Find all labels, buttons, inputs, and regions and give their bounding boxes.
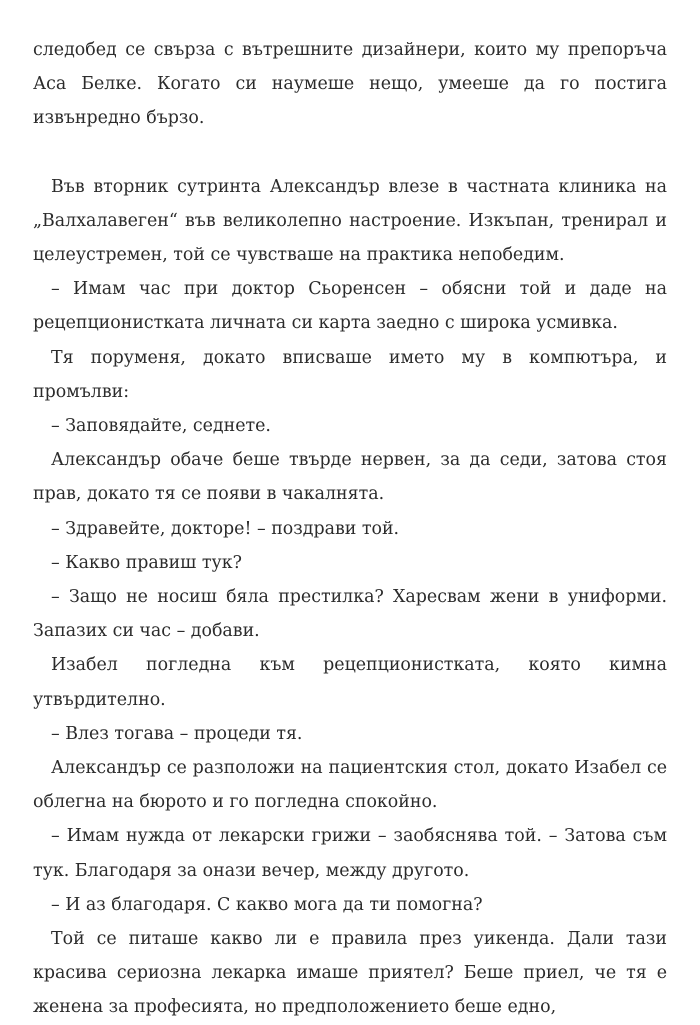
paragraph-dialogue: – Здравейте, докторе! – поздрави той. xyxy=(51,518,400,539)
paragraph-dialogue: – Какво правиш тук? xyxy=(51,552,242,573)
paragraph: Александър се разположи на пациентския стол, докато Изабел се облегна на бюрото и го погледна спокойно. xyxy=(33,758,667,813)
book-page xyxy=(33,33,667,1025)
paragraph: Александър обаче беше твърде нервен, за да седи, затова стоя прав, докато тя се появи в чакалнята. xyxy=(33,450,667,505)
paragraph-continuation: следобед се свърза с вътрешните дизайнери, които му препоръча Аса Белке. Когато си наумеше нещо, умееше да го постига извънредно бързо. xyxy=(33,40,667,129)
paragraph-dialogue: – И аз благодаря. С какво мога да ти помогна? xyxy=(51,894,483,915)
paragraph: Той се питаше какво ли е правила през уикенда. Дали тази красива сериозна лекарка имаше приятел? Беше приел, че тя е женена за професията, но предположението беше едно, xyxy=(33,929,667,1018)
paragraph: Изабел погледна към рецепционистката, която кимна утвърдително. xyxy=(33,655,667,710)
paragraph-dialogue: – Заповядайте, седнете. xyxy=(51,416,271,437)
paragraph-dialogue: – Имам нужда от лекарски грижи – заобяснява той. – Затова съм тук. Благодаря за онази вечер, между другото. xyxy=(33,826,667,881)
paragraph-dialogue: – Влез тогава – процеди тя. xyxy=(51,723,303,744)
paragraph-scene-start: Във вторник сутринта Александър влезе в частната клиника на „Валхалавеген“ във великолепно настроение. Изкъпан, тренирал и целеустремен, той се чувстваше на практика непобедим. xyxy=(33,176,667,266)
paragraph: Тя поруменя, докато вписваше името му в компютъра, и промълви: xyxy=(33,347,667,402)
paragraph-dialogue: – Защо не носиш бяла престилка? Харесвам жени в униформи. Запазих си час – добави. xyxy=(33,587,667,642)
paragraph-dialogue: – Имам час при доктор Сьоренсен – обясни той и даде на рецепционистката личната си карта заедно с широка усмивка. xyxy=(33,279,667,334)
